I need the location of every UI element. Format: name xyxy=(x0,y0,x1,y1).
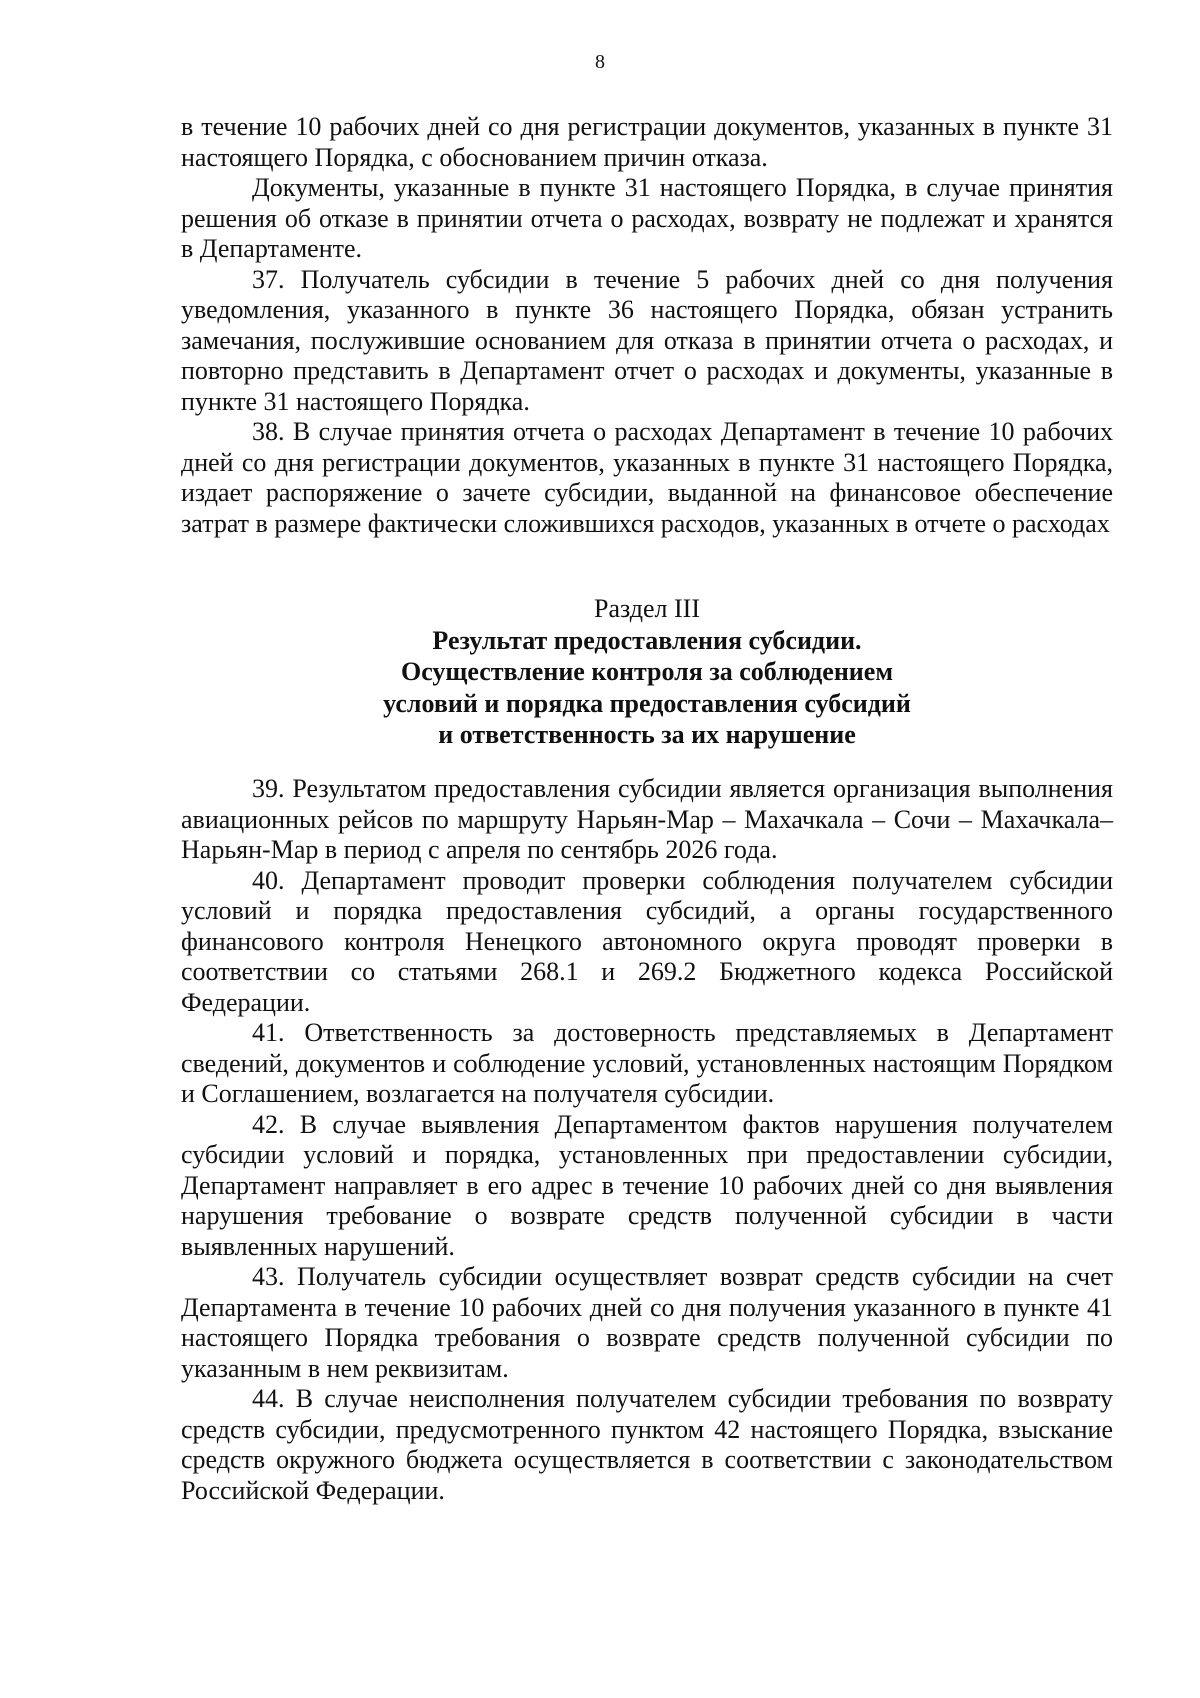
paragraph-continuation: в течение 10 рабочих дней со дня регистрации документов, указанных в пункте 31 настоящего Порядка, с обоснованием причин отказа. xyxy=(181,112,1113,172)
paragraph-37: 37. Получатель субсидии в течение 5 рабочих дней со дня получения уведомления, указанного в пункте 36 настоящего Порядка, обязан устранить замечания, послужившие основанием для отказа в принятии отчета о расходах, и повторно представить в Департамент отчет о расходах и документы, указанные в пункте 31 настоящего Порядка. xyxy=(181,264,1113,416)
paragraph-44: 44. В случае неисполнения получателем субсидии требования по возврату средств субсидии, предусмотренного пунктом 42 настоящего Порядка, взыскание средств окружного бюджета осуществляется в соответствии с законодательством Российской Федерации. xyxy=(181,1384,1113,1505)
paragraph-41: 41. Ответственность за достоверность представляемых в Департамент сведений, документов и соблюдение условий, установленных настоящим Порядком и Соглашением, возлагается на получателя субсидии. xyxy=(181,1018,1113,1108)
section-heading xyxy=(181,593,1113,751)
paragraph-38: 38. В случае принятия отчета о расходах Департамент в течение 10 рабочих дней со дня регистрации документов, указанных в пункте 31 настоящего Порядка, издает распоряжение о зачете субсидии, выданной на финансовое обеспечение затрат в размере фактически сложившихся расходов, указанных в отчете о расходах xyxy=(181,417,1113,538)
paragraph-39: 39. Результатом предоставления субсидии является организация выполнения авиационных рейсов по маршруту Нарьян-Мар – Махачкала – Сочи – Махачкала– Нарьян-Мар в период с апреля по сентябрь 2026 года. xyxy=(181,774,1113,864)
section-title-line-1: Результат предоставления субсидии. xyxy=(432,625,862,655)
page-number: 8 xyxy=(595,51,605,73)
paragraph-40: 40. Департамент проводит проверки соблюдения получателем субсидии условий и порядка предоставления субсидий, а органы государственного финансового контроля Ненецкого автономного округа проводят проверки в соответствии со статьями 268.1 и 269.2 Бюджетного кодекса Российской Федерации. xyxy=(181,865,1113,1017)
section-label: Раздел III xyxy=(593,594,701,623)
paragraph-43: 43. Получатель субсидии осуществляет возврат средств субсидии на счет Департамента в течение 10 рабочих дней со дня получения указанного в пункте 41 настоящего Порядка требования о возврате средств полученной субсидии по указанным в нем реквизитам. xyxy=(181,1262,1113,1383)
paragraph-documents: Документы, указанные в пункте 31 настоящего Порядка, в случае принятия решения об отказе в принятии отчета о расходах, возврату не подлежат и хранятся в Департаменте. xyxy=(181,173,1113,263)
section-title-line-3: условий и порядка предоставления субсидий xyxy=(383,688,911,718)
section-title-line-4: и ответственность за их нарушение xyxy=(438,720,856,749)
top-text-block xyxy=(181,112,1113,539)
section-title-line-2: Осуществление контроля за соблюдением xyxy=(400,657,894,686)
bottom-text-block xyxy=(181,774,1113,1506)
paragraph-42: 42. В случае выявления Департаментом фактов нарушения получателем субсидии условий и порядка, установленных при предоставлении субсидии, Департамент направляет в его адрес в течение 10 рабочих дней со дня выявления нарушения требование о возврате средств полученной субсидии в части выявленных нарушений. xyxy=(181,1109,1113,1261)
